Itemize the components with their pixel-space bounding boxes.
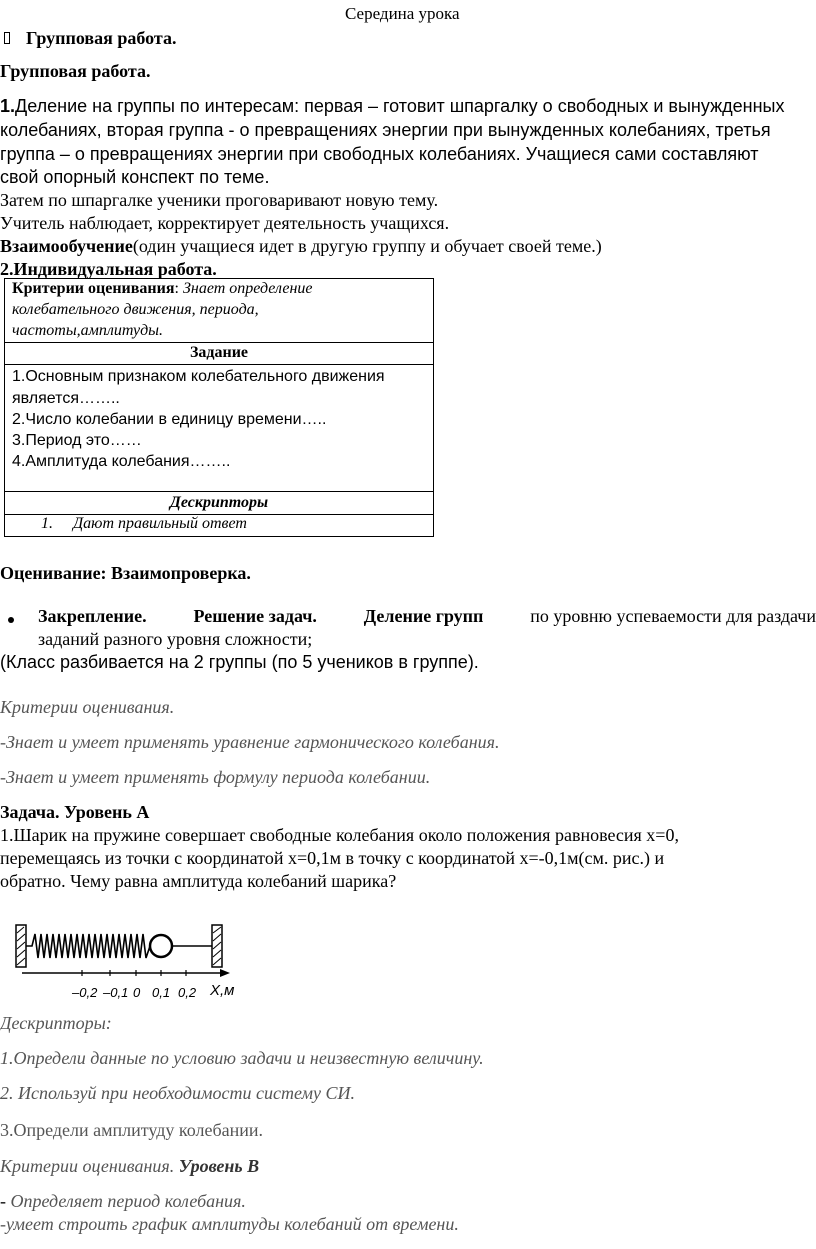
tick-label: 0,1 [152, 985, 171, 1000]
tick-label: –0,1 [103, 985, 129, 1000]
heading-group-work-bullet: Групповая работа. [26, 28, 177, 48]
descriptors-a-item: 2. Используй при необходимости систему СИ. [0, 1083, 355, 1103]
consolidation-line [38, 606, 816, 627]
descriptor-number: 1. [41, 515, 53, 532]
descriptors-a-item: 1.Определи данные по условию задачи и неизвестную величину. [0, 1048, 484, 1068]
paragraph-line: Учитель наблюдает, корректирует деятельность учащихся. [0, 213, 450, 233]
criteria-b-title: Критерии оценивания. [0, 1156, 175, 1176]
criteria-b-dash: - [0, 1191, 6, 1211]
task-item: 1.Основным признаком колебательного движения [12, 368, 385, 385]
task-a-title: Задача. Уровень А [0, 802, 150, 822]
page-title: Середина урока [345, 4, 460, 23]
consolidation-line-2: заданий разного уровня сложности; [38, 629, 313, 649]
consolidation-label: Закрепление. [38, 606, 147, 626]
criteria-b-item [0, 1191, 246, 1212]
assessment-heading: Оценивание: Взаимопроверка. [0, 563, 251, 583]
table-divider [5, 342, 433, 343]
x-axis-arrow-icon [220, 969, 230, 977]
paragraph-line [0, 236, 602, 257]
criteria-b-title-line [0, 1156, 259, 1177]
individual-work-heading: 2.Индивидуальная работа. [0, 259, 217, 279]
spring-diagram [10, 915, 250, 1010]
task-item: 4.Амплитуда колебания…….. [12, 453, 231, 470]
mutual-learning-text: (один учащиеся идет в другую группу и обучает своей теме.) [132, 236, 602, 256]
criteria-line: колебательного движения, периода, [12, 301, 259, 318]
axis-label: X,м [210, 982, 235, 999]
criteria-a-item: -Знает и умеет применять уравнение гармонического колебания. [0, 732, 500, 752]
ball [150, 935, 172, 957]
criteria-colon: : [174, 280, 179, 297]
paragraph-line [0, 96, 784, 117]
table-divider [5, 364, 433, 365]
descriptors-a-item: 3.Определи амплитуду колебании. [0, 1120, 264, 1140]
tick-label: 0,2 [178, 985, 197, 1000]
task-a-line: перемещаясь из точки с координатой x=0,1м в точку с координатой x=-0,1м(см. рис.) и [0, 848, 665, 868]
spring [26, 934, 150, 958]
bullet-icon [8, 617, 14, 623]
paragraph-line: свой опорный конспект по теме. [0, 167, 270, 187]
paragraph-text: Деление на группы по интересам: первая – готовит шпаргалку о свободных и вынужденных [15, 96, 785, 116]
criteria-a-title: Критерии оценивания. [0, 697, 175, 717]
task-a-line: 1.Шарик на пружине совершает свободные колебания около положения равновесия x=0, [0, 825, 679, 845]
mutual-learning-label: Взаимообучение [0, 236, 133, 256]
heading-group-work: Групповая работа. [0, 61, 151, 81]
group-split-label: Деление групп [363, 606, 484, 626]
task-item: 2.Число колебании в единицу времени….. [12, 411, 327, 428]
class-note: (Класс разбивается на 2 группы (по 5 учеников в группе). [0, 652, 479, 672]
criteria-table [4, 278, 434, 537]
task-item: является…….. [12, 390, 120, 407]
descriptor-text: Дают правильный ответ [73, 515, 247, 532]
task-item: 3.Период это…… [12, 432, 142, 449]
tick-label: 0 [133, 985, 141, 1000]
criteria-b-level: Уровень В [178, 1156, 260, 1176]
descriptor-item [41, 515, 247, 533]
criteria-b-item: -умеет строить график амплитуды колебаний от времени. [0, 1214, 459, 1234]
criteria-label: Критерии оценивания [12, 280, 175, 297]
bullet-marker-icon [4, 32, 10, 44]
criteria-line [12, 280, 312, 298]
criteria-text: Знает определение [182, 280, 313, 297]
solve-tasks-label: Решение задач. [193, 606, 317, 626]
criteria-a-item: -Знает и умеет применять формулу периода колебании. [0, 767, 431, 787]
paragraph-number: 1. [0, 96, 16, 116]
criteria-b-text: Определяет период колебания. [10, 1191, 246, 1211]
task-header: Задание [189, 344, 249, 361]
tick-label: –0,2 [72, 985, 98, 1000]
paragraph-line: Затем по шпаргалке ученики проговаривают новую тему. [0, 190, 439, 210]
consolidation-text: по уровню успеваемости для раздачи [530, 606, 816, 626]
descriptors-header: Дескрипторы [169, 494, 269, 511]
table-divider [5, 491, 433, 492]
paragraph-line: колебаниях, вторая группа - о превращениях энергии при вынужденных колебаниях, третья [0, 120, 771, 140]
descriptors-a-title: Дескрипторы: [0, 1013, 112, 1033]
paragraph-line: группа – о превращениях энергии при свободных колебаниях. Учащиеся сами составляют [0, 144, 759, 164]
task-a-line: обратно. Чему равна амплитуда колебаний шарика? [0, 871, 397, 891]
criteria-line: частоты,амплитуды. [12, 322, 164, 339]
